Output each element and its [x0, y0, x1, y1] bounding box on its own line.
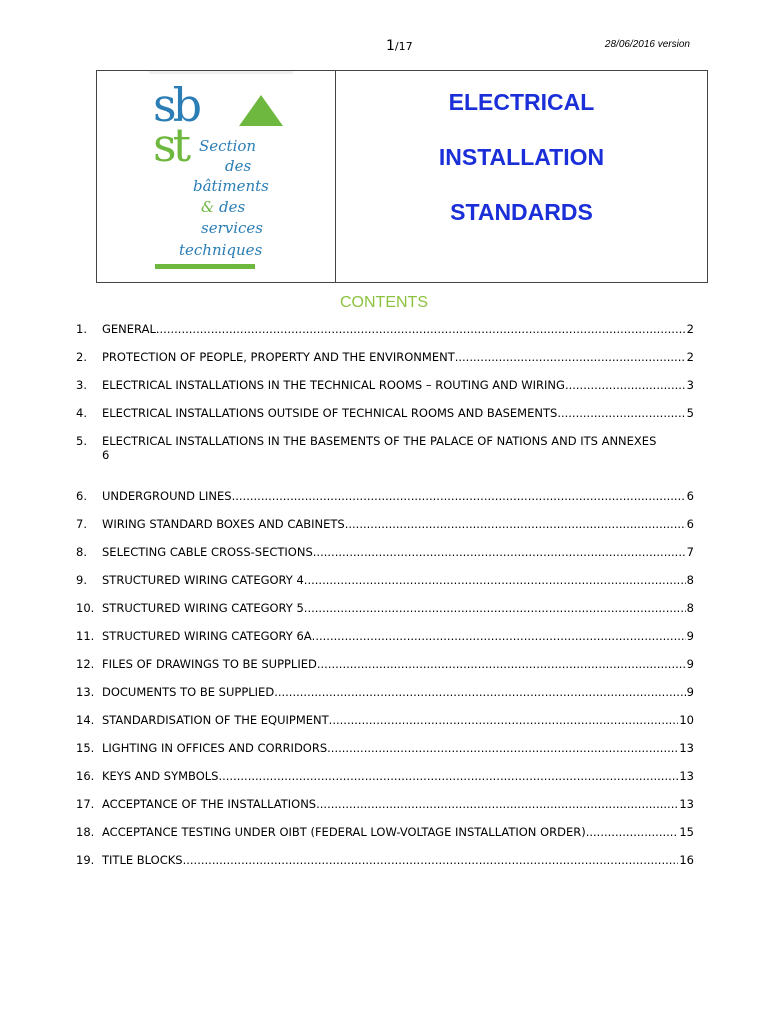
toc-title: GENERAL: [102, 322, 156, 336]
toc-item-6[interactable]: [76, 485, 694, 513]
toc-num: 16.: [76, 769, 95, 783]
title-line-1: ELECTRICAL: [448, 89, 595, 115]
toc-item-16[interactable]: [76, 765, 694, 793]
toc-num: 4.: [76, 406, 87, 420]
toc-title: TITLE BLOCKS: [102, 853, 183, 867]
toc-page: 10: [679, 713, 694, 727]
toc-page: 9: [686, 657, 694, 671]
toc-page: 6: [686, 517, 694, 531]
toc-item-18[interactable]: [76, 821, 694, 849]
toc-num: 10.: [76, 601, 95, 615]
logo-cell: [97, 71, 336, 282]
page-total: /17: [394, 40, 413, 53]
toc-page: 7: [686, 545, 694, 559]
toc-title: KEYS AND SYMBOLS: [102, 769, 219, 783]
toc-page: 5: [686, 406, 694, 420]
logo-st: st: [153, 118, 188, 172]
toc-item-2[interactable]: [76, 346, 694, 374]
logo-sb: sb: [153, 78, 199, 132]
contents-heading: CONTENTS: [340, 294, 428, 311]
logo-line-section: Section: [199, 137, 257, 155]
toc-page: 15: [679, 825, 694, 839]
page-number: [386, 38, 413, 54]
toc-item-3[interactable]: [76, 374, 694, 402]
toc-title: FILES OF DRAWINGS TO BE SUPPLIED: [102, 657, 317, 671]
title-cell: [336, 71, 707, 282]
toc-title: STRUCTURED WIRING CATEGORY 4: [102, 573, 304, 587]
toc-item-5[interactable]: [76, 430, 694, 485]
toc-item-15[interactable]: [76, 737, 694, 765]
logo-line-techniques: techniques: [179, 241, 263, 259]
toc-page: 9: [686, 629, 694, 643]
logo-roof-icon: [239, 95, 283, 126]
toc-item-8[interactable]: [76, 541, 694, 569]
toc-title: SELECTING CABLE CROSS-SECTIONS: [102, 545, 313, 559]
table-of-contents: [76, 318, 694, 877]
toc-item-19[interactable]: [76, 849, 694, 877]
toc-num: 6.: [76, 489, 87, 503]
toc-num: 7.: [76, 517, 87, 531]
toc-page: 8: [686, 601, 694, 615]
toc-item-13[interactable]: [76, 681, 694, 709]
toc-page: 9: [686, 685, 694, 699]
toc-title: STRUCTURED WIRING CATEGORY 6A: [102, 629, 312, 643]
toc-page: 6: [686, 489, 694, 503]
toc-page: 6: [102, 448, 110, 462]
toc-title: ACCEPTANCE OF THE INSTALLATIONS: [102, 797, 317, 811]
version-date: 28/06/2016 version: [604, 39, 690, 50]
logo-line-services: services: [201, 219, 263, 237]
toc-num: 18.: [76, 825, 95, 839]
toc-title: DOCUMENTS TO BE SUPPLIED: [102, 685, 275, 699]
toc-page: 8: [686, 573, 694, 587]
toc-num: 14.: [76, 713, 95, 727]
toc-num: 9.: [76, 573, 87, 587]
toc-page: 13: [679, 769, 694, 783]
logo-underline: [155, 264, 255, 269]
toc-num: 13.: [76, 685, 95, 699]
toc-title: WIRING STANDARD BOXES AND CABINETS: [102, 517, 345, 531]
toc-item-7[interactable]: [76, 513, 694, 541]
toc-num: 12.: [76, 657, 95, 671]
toc-item-14[interactable]: [76, 709, 694, 737]
title-line-2: INSTALLATION: [438, 144, 605, 170]
toc-title: STRUCTURED WIRING CATEGORY 5: [102, 601, 304, 615]
toc-item-17[interactable]: [76, 793, 694, 821]
toc-title: PROTECTION OF PEOPLE, PROPERTY AND THE ENVIRONMENT: [102, 350, 455, 364]
toc-num: 17.: [76, 797, 95, 811]
toc-page: 16: [679, 853, 694, 867]
logo-top-bar: [149, 71, 293, 74]
logo-line-des2: des: [219, 198, 246, 216]
toc-item-10[interactable]: [76, 597, 694, 625]
logo-line-amp: &: [201, 198, 215, 216]
logo-line-des: des: [225, 157, 252, 175]
toc-item-11[interactable]: [76, 625, 694, 653]
toc-page: 3: [686, 378, 694, 392]
page-current: 1: [386, 38, 395, 54]
toc-item-12[interactable]: [76, 653, 694, 681]
toc-num: 2.: [76, 350, 87, 364]
toc-num: 11.: [76, 629, 95, 643]
toc-item-9[interactable]: [76, 569, 694, 597]
toc-page: 13: [679, 797, 694, 811]
toc-title: ELECTRICAL INSTALLATIONS IN THE BASEMENTS OF THE PALACE OF NATIONS AND ITS ANNEXES: [102, 434, 657, 448]
toc-page: 2: [686, 322, 694, 336]
toc-title: UNDERGROUND LINES: [102, 489, 232, 503]
toc-num: 3.: [76, 378, 87, 392]
toc-page: 2: [686, 350, 694, 364]
toc-item-4[interactable]: [76, 402, 694, 430]
sbst-logo: [97, 71, 335, 282]
toc-title: LIGHTING IN OFFICES AND CORRIDORS: [102, 741, 328, 755]
toc-title: ELECTRICAL INSTALLATIONS OUTSIDE OF TECHNICAL ROOMS AND BASEMENTS: [102, 406, 558, 420]
toc-num: 19.: [76, 853, 95, 867]
toc-num: 5.: [76, 434, 87, 448]
title-line-3: STANDARDS: [450, 199, 593, 225]
toc-page: 13: [679, 741, 694, 755]
logo-line-batiments: bâtiments: [193, 177, 269, 195]
header-box: [96, 70, 708, 283]
toc-num: 1.: [76, 322, 87, 336]
toc-num: 8.: [76, 545, 87, 559]
toc-num: 15.: [76, 741, 95, 755]
toc-title: ACCEPTANCE TESTING UNDER OIBT (FEDERAL LOW-VOLTAGE INSTALLATION ORDER): [102, 825, 586, 839]
toc-title: STANDARDISATION OF THE EQUIPMENT: [102, 713, 329, 727]
toc-item-1[interactable]: [76, 318, 694, 346]
toc-title: ELECTRICAL INSTALLATIONS IN THE TECHNICAL ROOMS – ROUTING AND WIRING: [102, 378, 565, 392]
